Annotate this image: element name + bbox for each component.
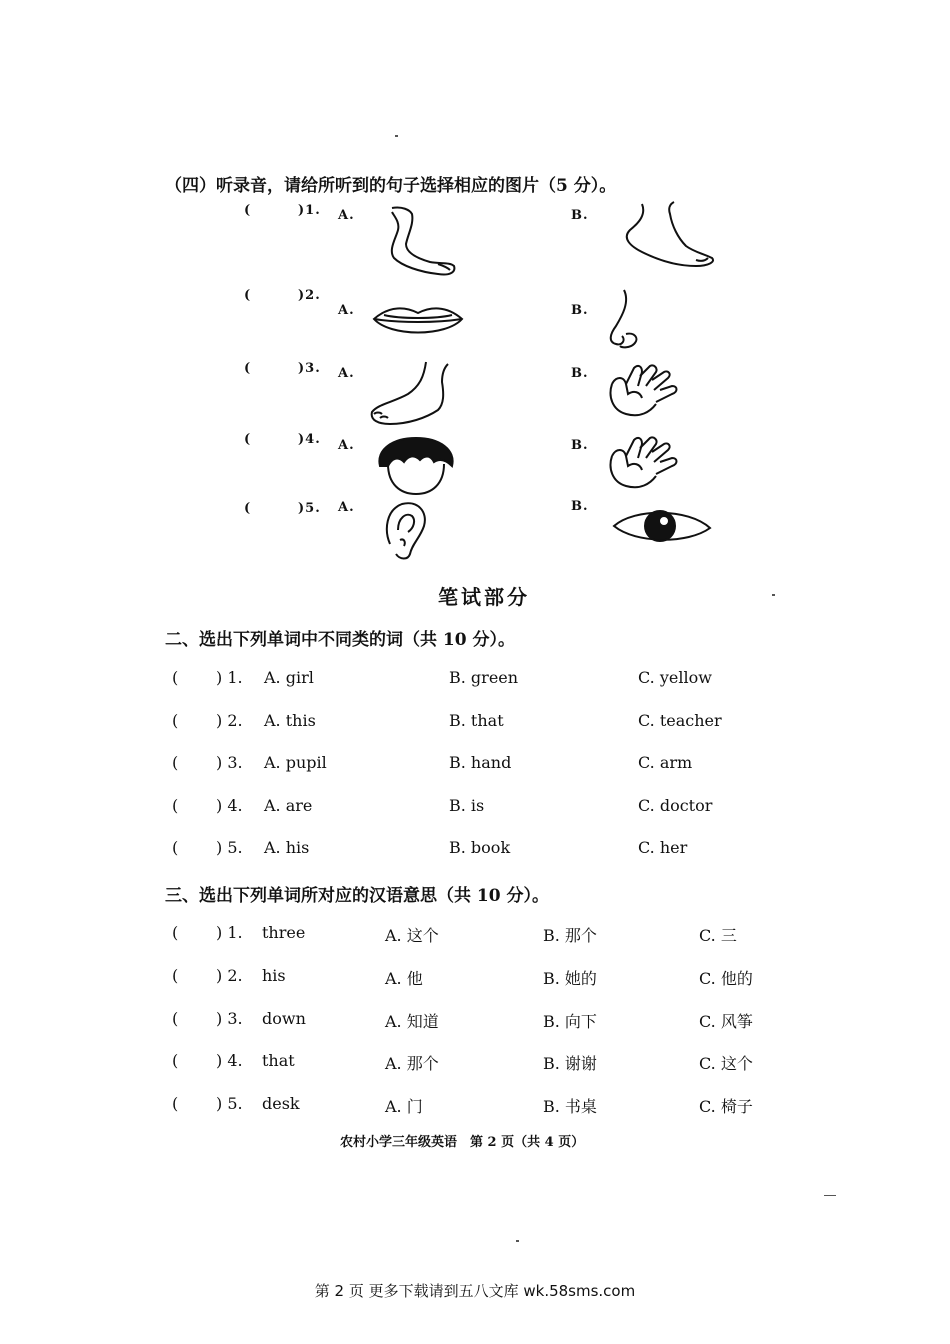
part3-title: 三、选出下列单词所对应的汉语意思（共 10 分）。 xyxy=(165,886,549,906)
option-b: B. green xyxy=(449,668,519,687)
foot-icon xyxy=(612,200,722,275)
option-a: A. girl xyxy=(264,668,314,687)
option-b: B. 她的 xyxy=(543,969,597,988)
item-number: ) 1. xyxy=(216,923,243,942)
answer-paren: ( xyxy=(172,668,179,687)
option-b-label: B. xyxy=(571,303,589,318)
foot-icon xyxy=(366,360,456,428)
option-a: A. 知道 xyxy=(385,1012,439,1031)
mouth-icon xyxy=(370,303,466,343)
item-number: ) 1. xyxy=(216,668,243,687)
word: his xyxy=(262,966,286,985)
item-number: ) 2. xyxy=(216,711,243,730)
item-number: ) 4. xyxy=(216,1051,243,1070)
option-c: C. teacher xyxy=(638,711,722,730)
word: down xyxy=(262,1009,306,1028)
answer-paren: ( xyxy=(244,288,252,303)
answer-paren: ( xyxy=(172,923,179,942)
item-number: )2. xyxy=(298,288,321,303)
option-c: C. 椅子 xyxy=(699,1097,753,1116)
option-b-label: B. xyxy=(571,438,589,453)
written-section-title: 笔试部分 xyxy=(438,585,530,609)
option-b: B. 谢谢 xyxy=(543,1054,597,1073)
option-b-label: B. xyxy=(571,208,589,223)
option-a-label: A. xyxy=(338,438,355,453)
option-a: A. 他 xyxy=(385,969,423,988)
item-number: )5. xyxy=(298,501,321,516)
part2-title: 二、选出下列单词中不同类的词（共 10 分）。 xyxy=(165,630,515,650)
item-number: ) 3. xyxy=(216,1009,243,1028)
word: desk xyxy=(262,1094,300,1113)
option-a: A. are xyxy=(264,796,313,815)
eye-icon xyxy=(612,506,712,546)
hand-icon xyxy=(606,434,686,492)
item-number: ) 2. xyxy=(216,966,243,985)
item-number: ) 4. xyxy=(216,796,243,815)
item-number: )1. xyxy=(298,203,321,218)
option-b-label: B. xyxy=(571,366,589,381)
answer-paren: ( xyxy=(172,753,179,772)
option-c: C. doctor xyxy=(638,796,713,815)
arm-icon xyxy=(380,204,460,279)
option-a-label: A. xyxy=(338,303,355,318)
word: three xyxy=(262,923,306,942)
head-icon xyxy=(374,436,458,496)
answer-paren: ( xyxy=(172,1009,179,1028)
answer-paren: ( xyxy=(172,838,179,857)
option-c: C. her xyxy=(638,838,688,857)
answer-paren: ( xyxy=(244,432,252,447)
item-number: ) 5. xyxy=(216,1094,243,1113)
item-number: ) 3. xyxy=(216,753,243,772)
option-b-label: B. xyxy=(571,499,589,514)
answer-paren: ( xyxy=(172,1051,179,1070)
page-footer: 农村小学三年级英语 第 2 页（共 4 页） xyxy=(340,1135,585,1150)
part4-title: （四）听录音，请给所听到的句子选择相应的图片（5 分）。 xyxy=(165,176,617,196)
option-a: A. this xyxy=(264,711,316,730)
answer-paren: ( xyxy=(172,1094,179,1113)
option-c: C. 这个 xyxy=(699,1054,753,1073)
option-c: C. 三 xyxy=(699,926,737,945)
answer-paren: ( xyxy=(172,796,179,815)
word: that xyxy=(262,1051,295,1070)
option-b: B. 向下 xyxy=(543,1012,597,1031)
option-c: C. 他的 xyxy=(699,969,753,988)
item-number: ) 5. xyxy=(216,838,243,857)
nose-icon xyxy=(600,288,650,352)
option-b: B. hand xyxy=(449,753,512,772)
option-a: A. 这个 xyxy=(385,926,439,945)
option-c: C. arm xyxy=(638,753,693,772)
answer-paren: ( xyxy=(244,361,252,376)
answer-paren: ( xyxy=(244,203,252,218)
option-b: B. 那个 xyxy=(543,926,597,945)
option-c: C. yellow xyxy=(638,668,712,687)
option-a: A. 门 xyxy=(385,1097,423,1116)
option-b: B. 书桌 xyxy=(543,1097,597,1116)
download-note: 第 2 页 更多下载请到五八文库 wk.58sms.com xyxy=(314,1282,636,1300)
option-a: A. 那个 xyxy=(385,1054,439,1073)
option-a: A. pupil xyxy=(264,753,327,772)
ear-icon xyxy=(382,500,432,562)
answer-paren: ( xyxy=(244,501,252,516)
option-b: B. is xyxy=(449,796,485,815)
option-c: C. 风筝 xyxy=(699,1012,753,1031)
answer-paren: ( xyxy=(172,711,179,730)
option-a-label: A. xyxy=(338,366,355,381)
item-number: )4. xyxy=(298,432,321,447)
option-a-label: A. xyxy=(338,208,355,223)
option-b: B. that xyxy=(449,711,504,730)
hand-icon xyxy=(606,362,686,420)
item-number: )3. xyxy=(298,361,321,376)
answer-paren: ( xyxy=(172,966,179,985)
option-a: A. his xyxy=(264,838,310,857)
option-b: B. book xyxy=(449,838,511,857)
option-a-label: A. xyxy=(338,500,355,515)
